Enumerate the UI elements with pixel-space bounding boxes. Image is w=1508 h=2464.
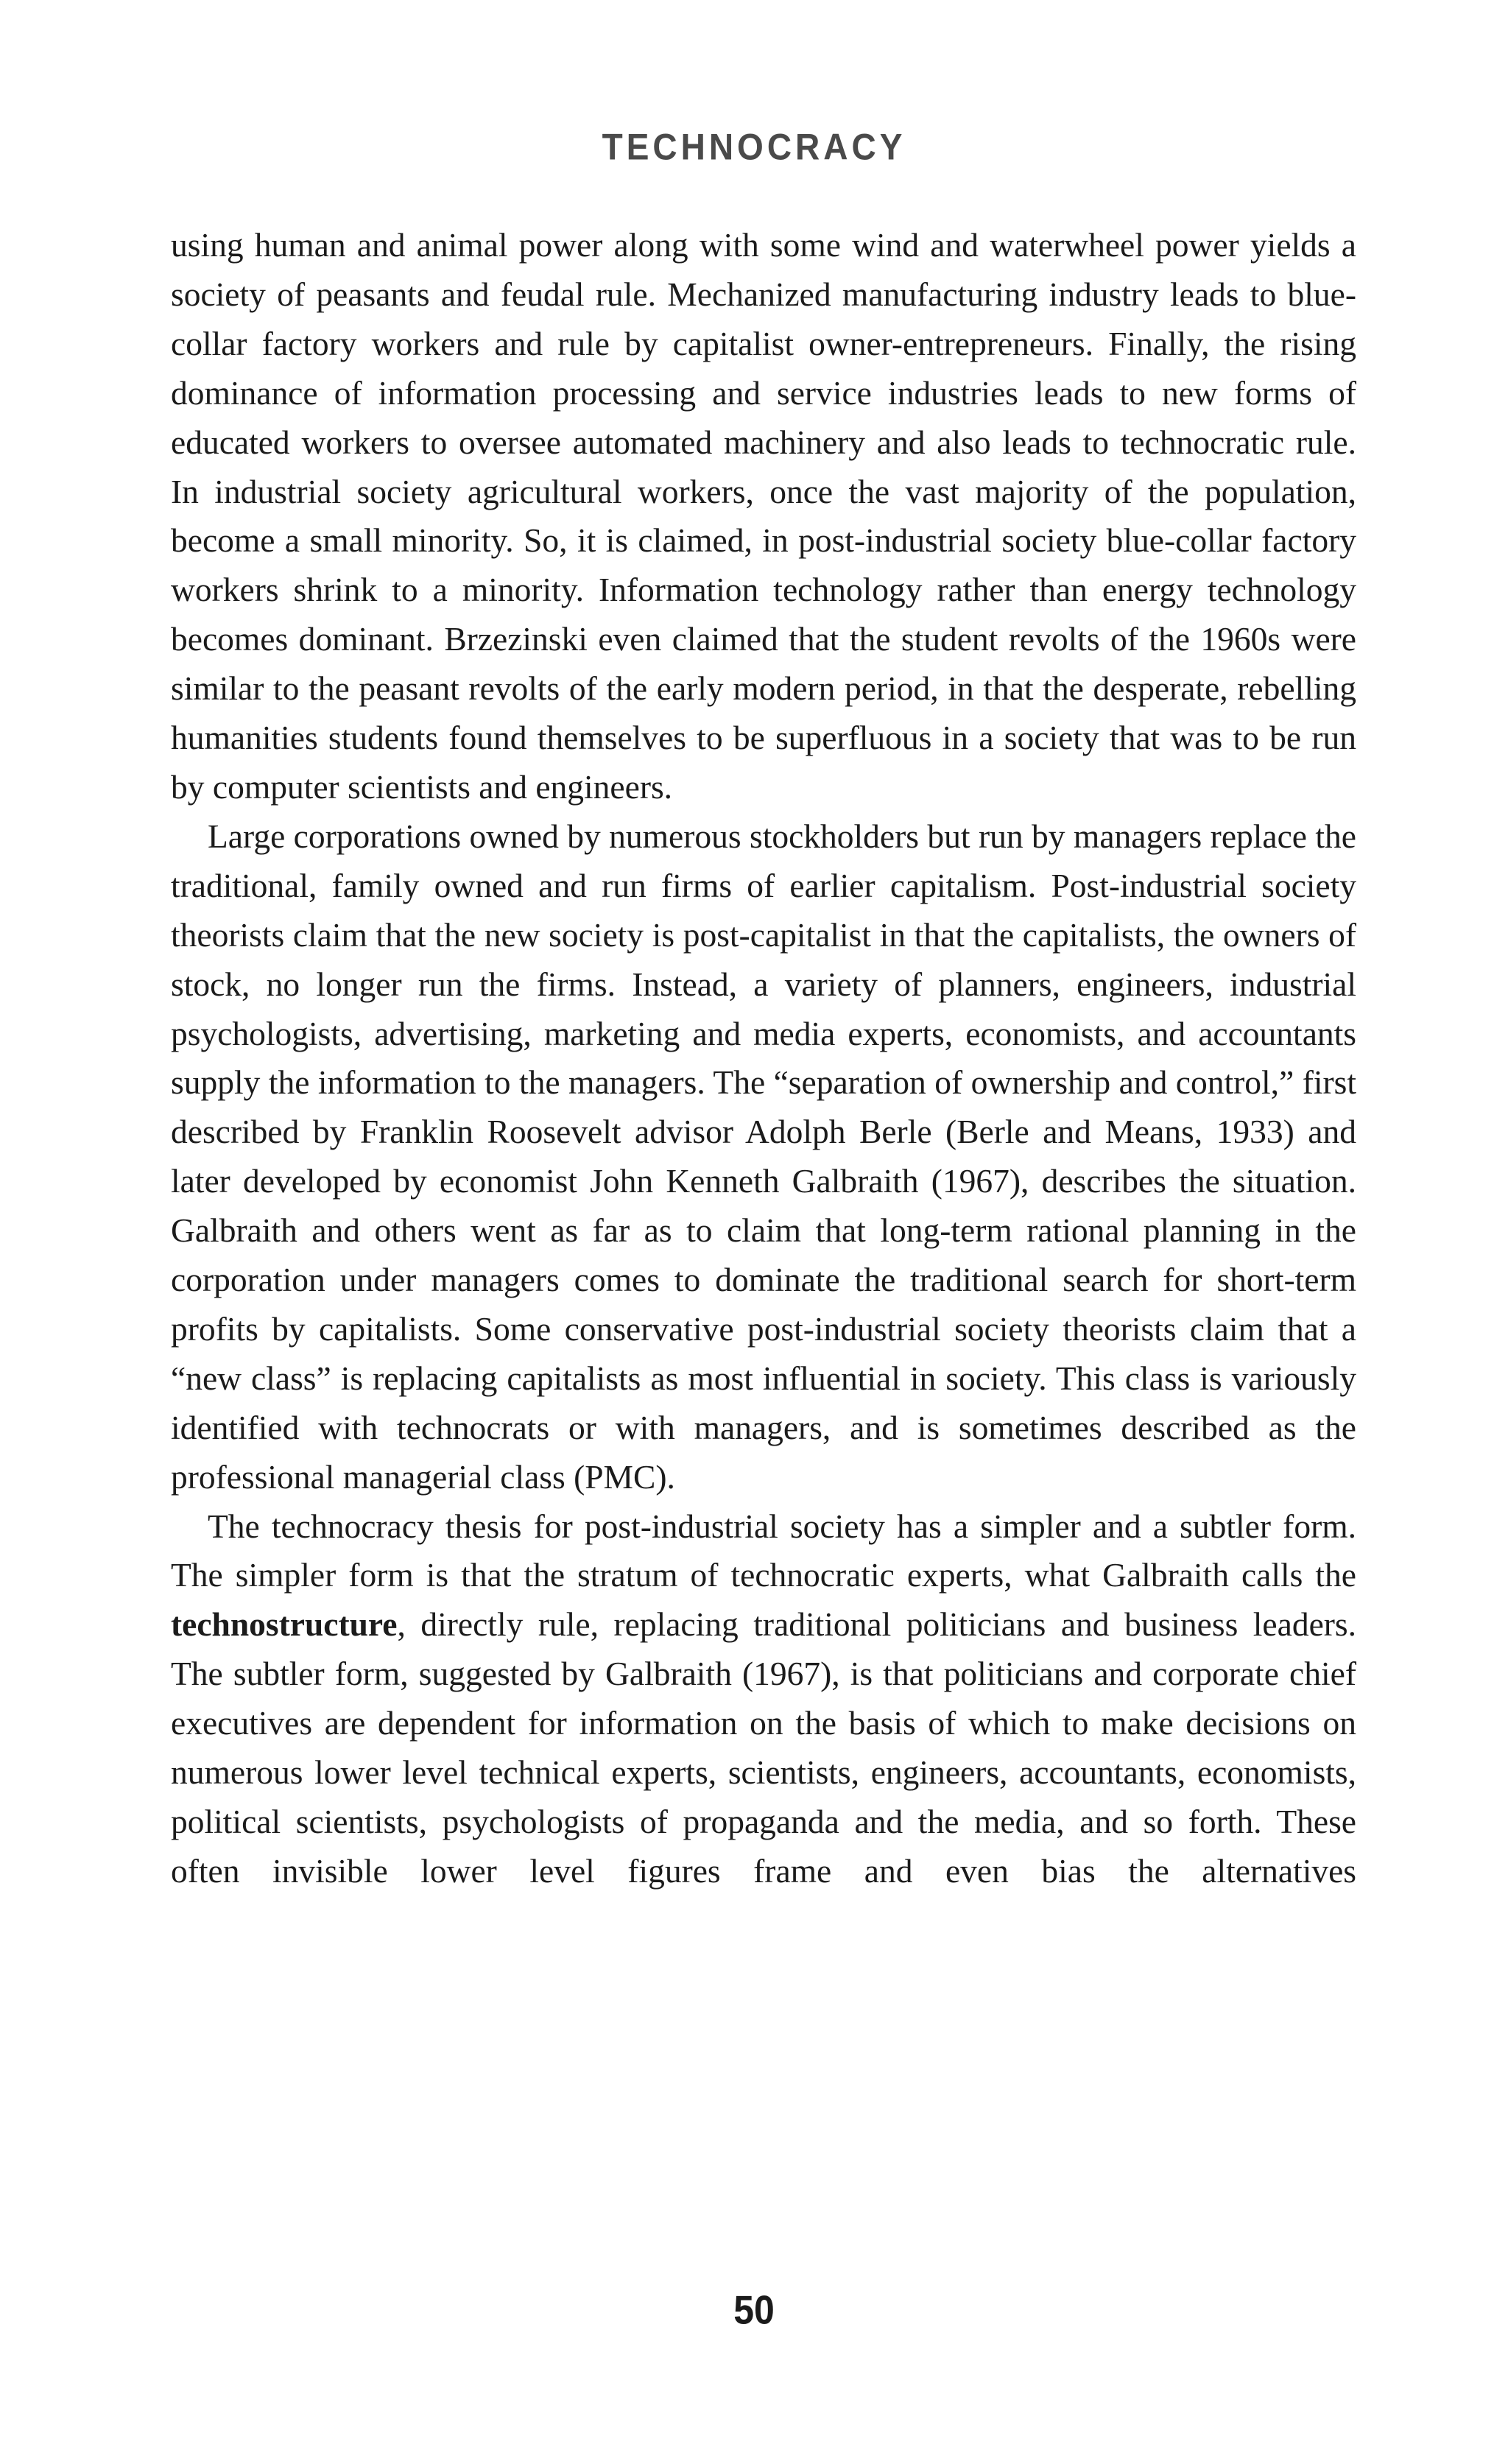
paragraph-3: [171, 1502, 1356, 1896]
key-term-technostructure: technostructure: [171, 1605, 398, 1644]
body-text: [171, 221, 1356, 1896]
paragraph-3-rest: , directly rule, replacing traditional politicians and business leaders. The subtler form, suggested by Galbraith (1967), is that politicians and corporate chief executives are dependent for information on the basis of which to make decisions on numerous lower level technical experts, scientists, engineers, accountants, economists, political scientists, psychologists of propaganda and the media, and so forth. These often invisible lower level figures frame and even bias the alternatives: [171, 1605, 1356, 1890]
paragraph-2: Large corporations owned by numerous stockholders but run by managers replace the traditional, family owned and run firms of earlier capitalism. Post-industrial society theorists claim that the new society is post-capitalist in that the capitalists, the owners of stock, no longer run the firms. Instead, a variety of planners, engineers, industrial psychologists, advertising, marketing and media experts, economists, and accountants supply the information to the managers. The “separation of ownership and control,” first described by Franklin Roosevelt advisor Adolph Berle (Berle and Means, 1933) and later developed by economist John Kenneth Galbraith (1967), describes the situation. Galbraith and others went as far as to claim that long-term rational planning in the corporation under managers comes to dominate the traditional search for short-term profits by capitalists. Some conservative post-industrial society theorists claim that a “new class” is replacing capitalists as most influential in society. This class is variously identified with technocrats or with managers, and is sometimes described as the professional managerial class (PMC).: [171, 817, 1356, 1496]
paragraph-3-lead: The technocracy thesis for post-industrial society has a simpler and a subtler form. The simpler form is that the stratum of technocratic experts, what Galbraith calls the: [171, 1507, 1356, 1594]
running-head-title: TECHNOCRACY: [602, 125, 906, 168]
paragraph-1: using human and animal power along with some wind and waterwheel power yields a society of peasants and feudal rule. Mechanized manufacturing industry leads to blue-collar factory workers and rule by capitalist owner-entrepreneurs. Finally, the rising dominance of information processing and service industries leads to new forms of educated workers to oversee automated machinery and also leads to technocratic rule. In industrial society agricultural workers, once the vast majority of the population, become a small minority. So, it is claimed, in post-industrial society blue-collar factory workers shrink to a minority. Information technology rather than energy technology becomes dominant. Brzezinski even claimed that the student revolts of the 1960s were similar to the peasant revolts of the early modern period, in that the desperate, rebelling humanities students found themselves to be superfluous in a society that was to be run by computer scientists and engineers.: [171, 226, 1356, 806]
page-number: 50: [733, 2287, 775, 2333]
